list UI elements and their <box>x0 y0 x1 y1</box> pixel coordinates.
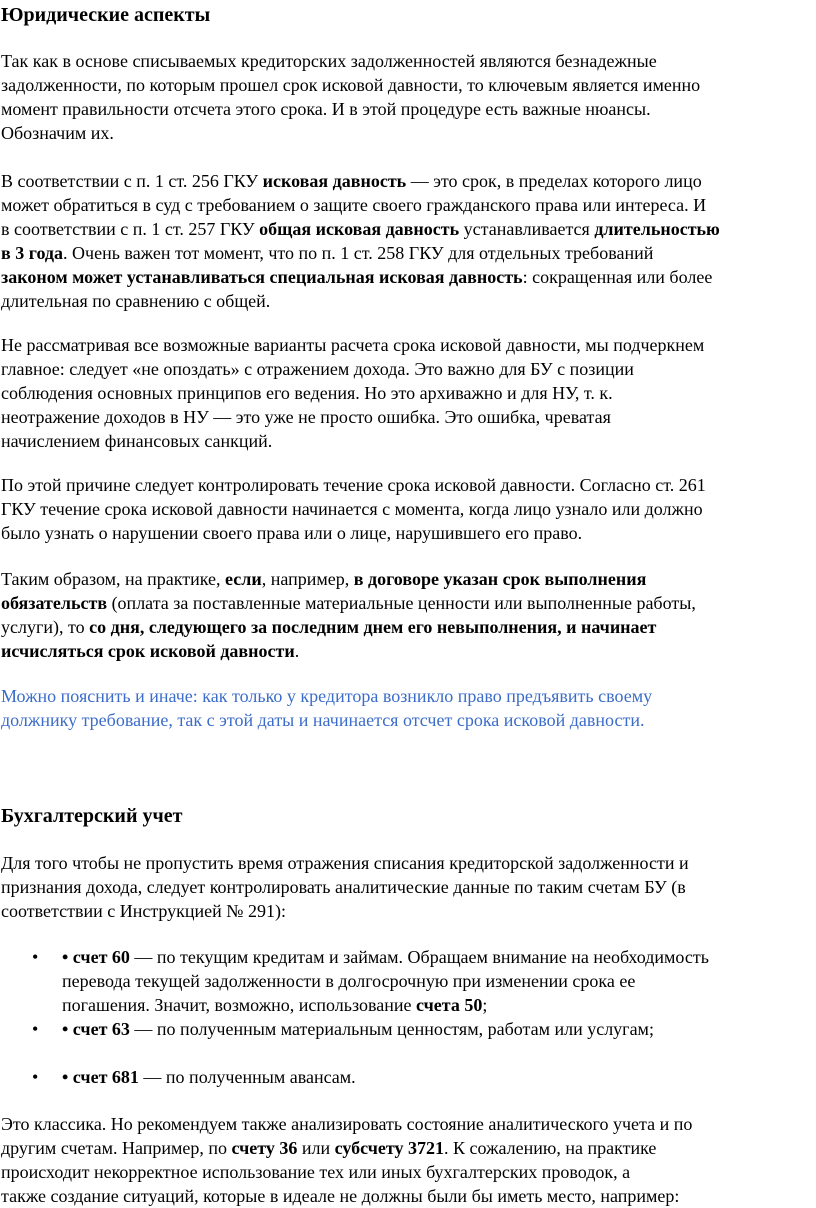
paragraph-intro: Так как в основе списываемых кредиторских задолженностей являются безнадежные задолженности, по которым прошел срок исковой давности, то ключевым является именно момент правильности отсчета этого срока. И в этой процедуре есть важные нюансы. Обозначим их. <box>1 51 701 143</box>
list-item <box>1 1065 813 1089</box>
text-run: . <box>294 641 300 661</box>
bold-term: счету 36 <box>231 1138 298 1158</box>
bullet-icon: • <box>32 947 39 967</box>
text-run: — по текущим кредитам и займам. Обращаем внимание на необходимость перевода текущей задолженности в долгосрочную при изменении срока ее погашения. Значит, возможно, использование <box>62 947 709 1015</box>
bullet-icon: • <box>32 1067 39 1087</box>
text-run: — это срок, в пределах которого лицо может обратиться в суд с требованием о защите своего гражданского права или интереса. И в соответствии с п. 1 ст. 257 ГКУ <box>1 171 707 239</box>
bold-term: законом может устанавливаться специальная исковая давность <box>1 267 523 287</box>
paragraph-blue-note: Можно пояснить и иначе: как только у кредитора возникло право предъявить своему должнику требование, так с этой даты и начинается отсчет срока исковой давности. <box>1 686 653 730</box>
bold-term: общая исковая давность <box>259 219 460 239</box>
bold-term: субсчету 3721 <box>334 1138 445 1158</box>
bold-term: если <box>225 569 262 589</box>
accounts-list <box>1 945 813 1089</box>
text-run: или <box>297 1138 335 1158</box>
text-run: — по полученным авансам. <box>138 1067 356 1087</box>
paragraph-calculation: Не рассматривая все возможные варианты расчета срока исковой давности, мы подчеркнем главное: следует «не опоздать» с отражением дохода. Это важно для БУ с позиции соблюдения основных принципов его ведения. Но это архиважно и для НУ, т. к. неотражение доходов в НУ — это уже не просто ошибка. Это ошибка, чреватая начислением финансовых санкций. <box>1 335 705 451</box>
text-run: , например, <box>261 569 354 589</box>
bold-term: • счет 63 <box>62 1019 130 1039</box>
bold-term: счета 50 <box>415 995 483 1015</box>
text-run: В соответствии с п. 1 ст. 256 ГКУ <box>1 171 263 191</box>
paragraph-practice <box>1 567 813 663</box>
bold-term: • счет 60 <box>62 947 130 967</box>
text-run: — по полученным материальным ценностям, работам или услугам; <box>129 1019 654 1039</box>
text-run: Это классика. Но рекомендуем также анализировать состояние аналитического учета и по другим счетам. Например, по <box>1 1114 693 1158</box>
text-run: ; <box>482 995 488 1015</box>
list-item <box>1 1017 813 1041</box>
section-heading-accounting: Бухгалтерский учет <box>1 805 183 827</box>
bold-term: длительностью в 3 года <box>1 219 720 263</box>
paragraph-control: По этой причине следует контролировать течение срока исковой давности. Согласно ст. 261 ГКУ течение срока исковой давности начинается с момента, когда лицо узнало или должно было узнать о нарушении своего права или о лице, нарушившего его право. <box>1 475 706 543</box>
paragraph-accounts-intro: Для того чтобы не пропустить время отражения списания кредиторской задолженности и признания дохода, следует контролировать аналитические данные по таким счетам БУ (в соответствии с Инструкцией № 291): <box>1 853 689 921</box>
text-run: : сокращенная или более длительная по сравнению с общей. <box>1 267 713 311</box>
text-run: устанавливается <box>459 219 595 239</box>
list-item <box>1 945 813 1017</box>
bold-term: исковая давность <box>262 171 407 191</box>
paragraph-classics <box>1 1112 813 1208</box>
text-run: . К сожалению, на практике происходит некорректное использование тех или иных бухгалтерских проводок, а также создание ситуаций, которые в идеале не должны были бы иметь место, например: <box>1 1138 680 1206</box>
bold-term: со дня, следующего за последним днем его невыполнения, и начинает исчисляться срок исковой давности <box>1 617 657 661</box>
bold-term: • счет 681 <box>62 1067 139 1087</box>
text-run: (оплата за поставленные материальные ценности или выполненные работы, услуги), то <box>1 593 696 637</box>
bold-term: в договоре указан срок выполнения обязательств <box>1 569 647 613</box>
section-heading-legal: Юридические аспекты <box>1 4 211 26</box>
paragraph-limitation-definition <box>1 169 813 313</box>
text-run: Таким образом, на практике, <box>1 569 226 589</box>
bullet-icon: • <box>32 1019 39 1039</box>
text-run: . Очень важен тот момент, что по п. 1 ст. 258 ГКУ для отдельных требований <box>63 243 654 263</box>
